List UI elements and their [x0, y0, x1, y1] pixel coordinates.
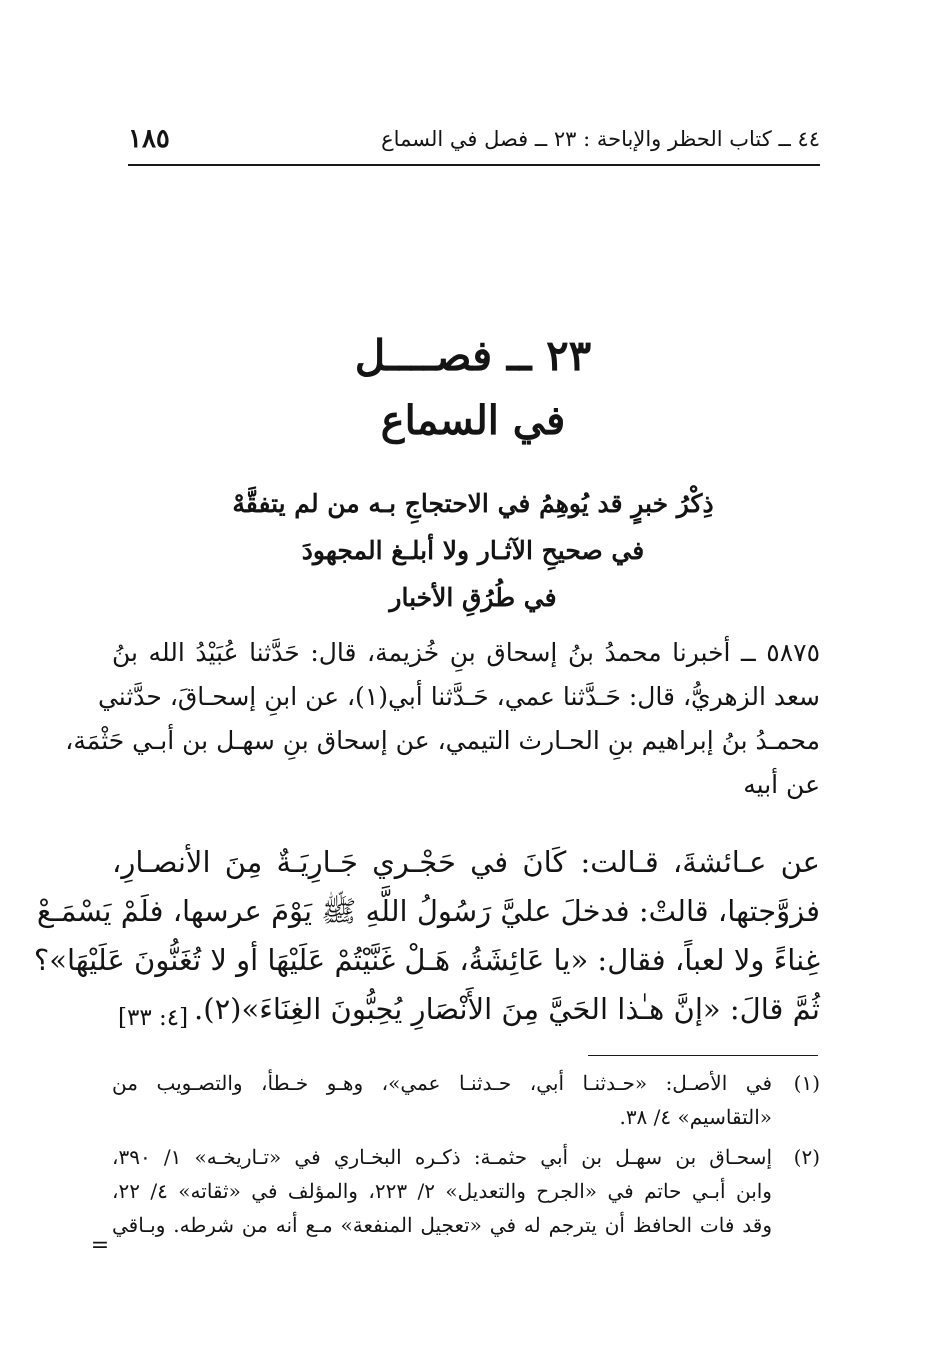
matn-line: ثُمَّ قالَ: «إنَّ هـٰذا الحَيَّ مِنَ الأَنْصَارِ يُحِبُّونَ الغِنَاءَ»(٢). [194, 992, 820, 1026]
chapter-heading [200, 480, 746, 621]
hadith-reference: [٤: ٣٣] [118, 1005, 189, 1031]
footnote-divider [588, 1055, 818, 1056]
matn-line: غِناءً ولا لعباً، فقال: «يا عَائِشَةُ، هَـلْ غَنَّيْتُمْ عَلَيْهَا أو لا تُغَنُّونَ عَلَيْهَا»؟ [33, 943, 820, 977]
footnote-line: إسحـاق بن سهـل بن أبي حثمـة: ذكـره البخـاري في «تـاريخـه» ١/ ٣٩٠، [112, 1145, 772, 1169]
footnote-line: وقد فات الحافظ أن يترجم له في «تعجيل المنفعة» مـع أنه من شرطه. وبـاقي [112, 1213, 772, 1237]
running-header-title: ٤٤ ــ كتاب الحظر والإباحة : ٢٣ ــ فصل في السماع [381, 127, 820, 151]
chapter-heading-line: في طُرُقِ الأخبار [389, 583, 557, 612]
section-number-heading: ٢٣ ــ فصــــل [354, 331, 592, 380]
isnad-line: سعد الزهريُّ، قال: حَـدَّثنا عمي، حَـدَّثنا أبي(١)، عن ابنِ إسحـاقَ، حدَّثني [97, 682, 820, 711]
footnote-number: (١) [793, 1071, 820, 1095]
isnad-line: عن أبيه [743, 770, 820, 799]
matn-line: عن عـائشةَ، قـالت: كَانَ في حَجْـري جَـارِيَـةٌ مِنَ الأنصـارِ، [112, 845, 820, 879]
section-title: في السماع [380, 397, 566, 444]
isnad-line: ٥٨٧٥ ــ أخبرنا محمدُ بنُ إسحاق بنِ خُزيمة، قال: حَدَّثنا عُبَيْدُ الله بنُ [112, 638, 820, 667]
hadith-isnad [65, 631, 820, 807]
footnotes [112, 1066, 820, 1248]
footnote-number: (٢) [793, 1145, 820, 1169]
matn-line: فزوَّجتها، قالتْ: فدخلَ عليَّ رَسُولُ اللَّهِ ﷺ يَوْمَ عرسها، فلَمْ يَسْمَـعْ [36, 894, 820, 928]
header-divider [128, 164, 820, 166]
footnote-1 [112, 1066, 820, 1134]
isnad-line: محمـدُ بنُ إبراهيم بنِ الحـارث التيمي، عن إسحاق بنِ سهـل بن أبـي حَثْمَة، [65, 726, 820, 755]
footnote-2 [112, 1140, 820, 1242]
footnote-line: في الأصـل: «حـدثنـا أبي، حـدثنـا عمي»، وهـو خـطأ، والتصـويب من [112, 1071, 772, 1095]
footnote-body [112, 1140, 772, 1242]
chapter-heading-line: ذِكْرُ خبرٍ قد يُوهِمُ في الاحتجاجِ بـه من لم يتفقَّهْ [232, 489, 714, 518]
footnote-line: وابن أبـي حاتم في «الجرح والتعديل» ٢/ ٢٢٣، والمؤلف في «ثقاته» ٤/ ٢٢، [112, 1179, 772, 1203]
chapter-heading-line: في صحيحِ الآثـار ولا أبلـغ المجهودَ [301, 536, 645, 565]
footnote-body [112, 1066, 772, 1134]
page-number: ١٨٥ [128, 124, 170, 154]
continuation-mark: = [90, 1233, 110, 1258]
footnote-line: «التقاسيم» ٤/ ٣٨. [619, 1105, 772, 1129]
